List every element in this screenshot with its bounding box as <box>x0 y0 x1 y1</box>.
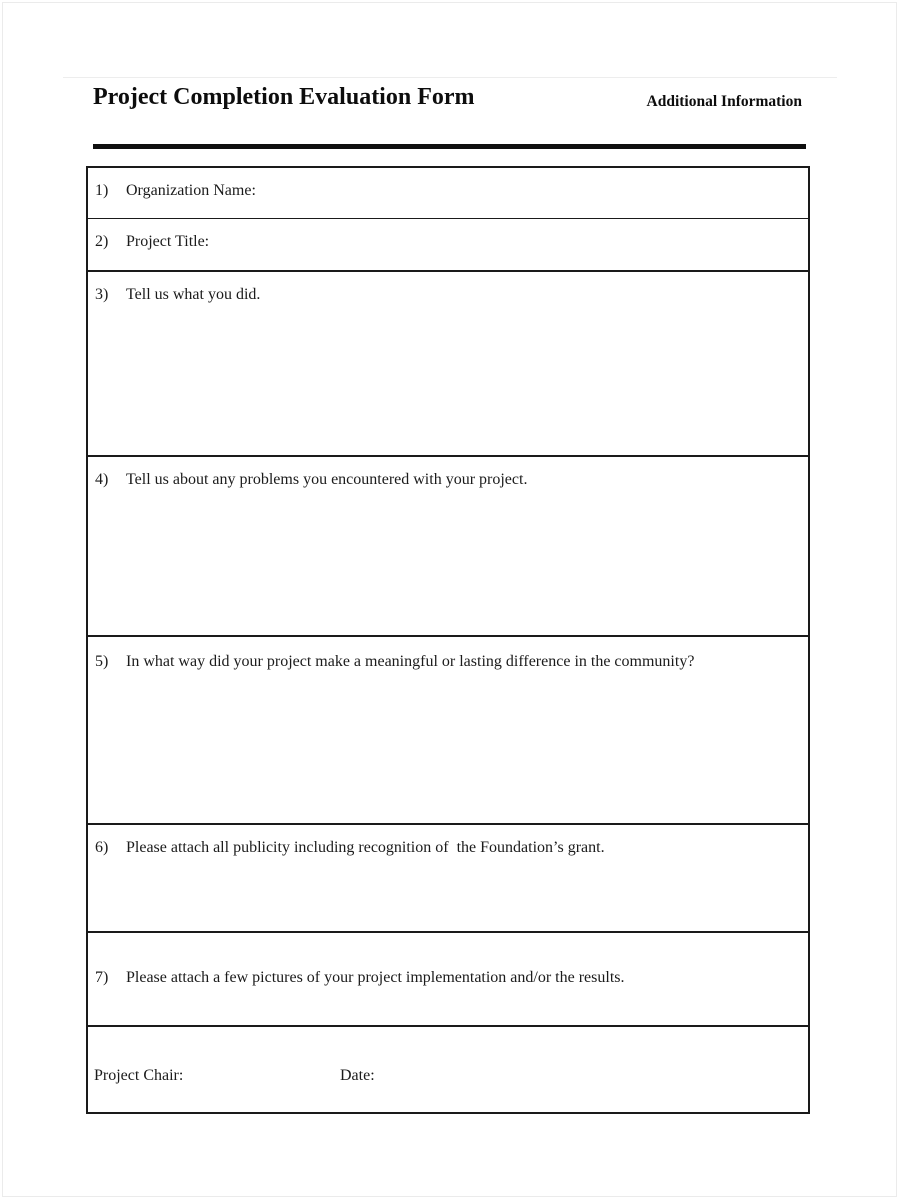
evaluation-form-table <box>86 166 810 1114</box>
row-label: Tell us about any problems you encountered with your project. <box>126 471 528 488</box>
date-label: Date: <box>340 1067 375 1084</box>
page-title: Project Completion Evaluation Form <box>93 84 475 110</box>
form-row-problems-encountered <box>88 457 808 637</box>
row-label: In what way did your project make a meaningful or lasting difference in the community? <box>126 653 695 670</box>
row-number: 4) <box>95 471 109 488</box>
row-number: 5) <box>95 653 109 670</box>
row-label: Tell us what you did. <box>126 286 261 303</box>
row-number: 2) <box>95 233 109 250</box>
form-row-attach-publicity <box>88 825 808 933</box>
row-label: Organization Name: <box>126 182 256 199</box>
form-row-project-title <box>88 219 808 272</box>
project-chair-label: Project Chair: <box>94 1067 184 1084</box>
row-number: 7) <box>95 969 109 986</box>
form-row-organization-name <box>88 168 808 219</box>
form-row-attach-pictures <box>88 933 808 1027</box>
form-row-community-difference <box>88 637 808 825</box>
title-divider-rule <box>93 144 806 149</box>
row-label: Project Title: <box>126 233 210 250</box>
row-number: 3) <box>95 286 109 303</box>
header-faint-line <box>63 77 837 78</box>
row-number: 6) <box>95 839 109 856</box>
row-number: 1) <box>95 182 109 199</box>
row-label: Please attach a few pictures of your project implementation and/or the results. <box>126 969 625 986</box>
form-row-signature <box>88 1027 808 1112</box>
header-right-label: Additional Information <box>646 93 802 110</box>
row-label: Please attach all publicity including recognition of the Foundation’s grant. <box>126 839 605 856</box>
form-row-what-you-did <box>88 272 808 457</box>
